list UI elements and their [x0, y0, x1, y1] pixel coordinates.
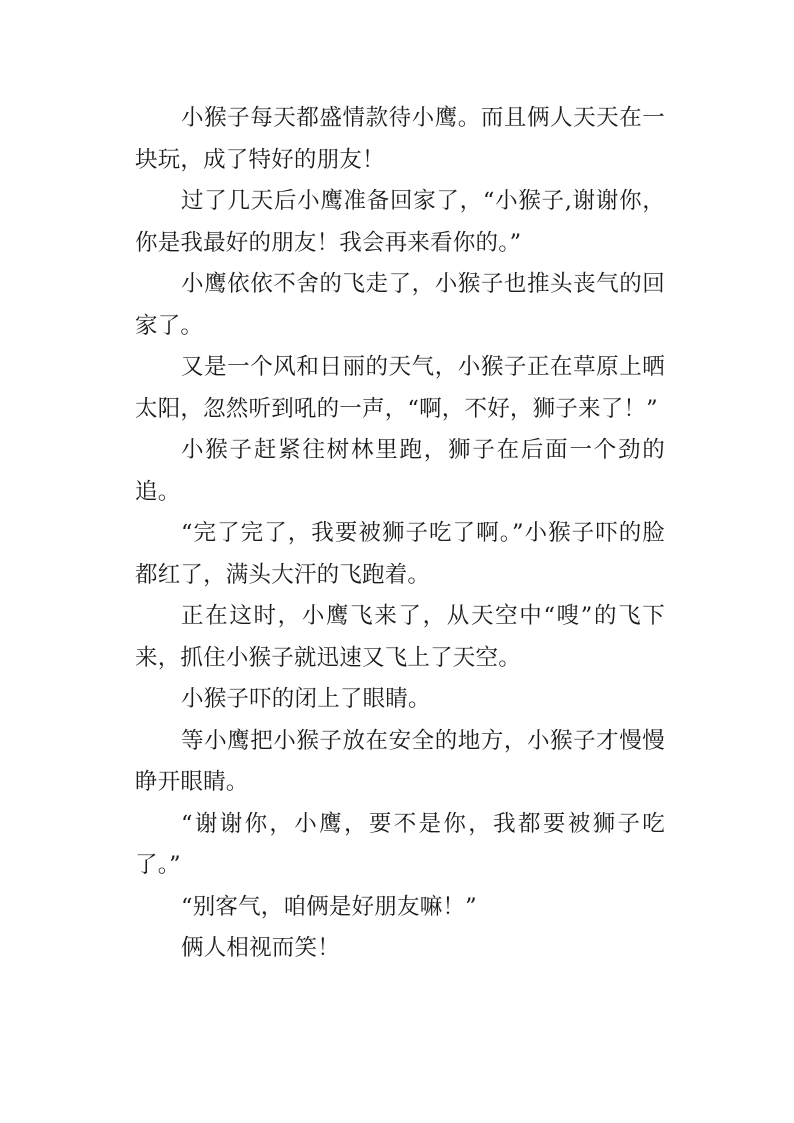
- paragraph: 等小鹰把小猴子放在安全的地方，小猴子才慢慢睁开眼睛。: [135, 727, 665, 795]
- paragraph: 俩人相视而笑！: [181, 935, 340, 961]
- paragraph: “别客气，咱俩是好朋友嘛！”: [181, 893, 477, 920]
- paragraph: 正在这时，小鹰飞来了，从天空中“嗖”的飞下来，抓住小猴子就迅速又飞上了天空。: [135, 603, 665, 671]
- paragraph: “完了完了，我要被狮子吃了啊。”小猴子吓的脸都红了，满头大汗的飞跑着。: [135, 520, 665, 588]
- paragraph: 小猴子每天都盛情款待小鹰。而且俩人天天在一块玩，成了特好的朋友！: [135, 105, 665, 173]
- paragraph: 小鹰依依不舍的飞走了，小猴子也推头丧气的回家了。: [135, 271, 665, 339]
- paragraph: “谢谢你，小鹰，要不是你，我都要被狮子吃了。”: [135, 810, 665, 878]
- paragraph: 过了几天后小鹰准备回家了，“小猴子,谢谢你，你是我最好的朋友！我会再来看你的。”: [135, 188, 665, 256]
- paragraph: 小猴子吓的闭上了眼睛。: [181, 686, 431, 712]
- paragraph: 又是一个风和日丽的天气，小猴子正在草原上晒太阳，忽然听到吼的一声，“啊，不好，狮子来了！”: [135, 354, 665, 422]
- story-body: [135, 98, 665, 970]
- paragraph: 小猴子赶紧往树林里跑，狮子在后面一个劲的追。: [135, 437, 665, 505]
